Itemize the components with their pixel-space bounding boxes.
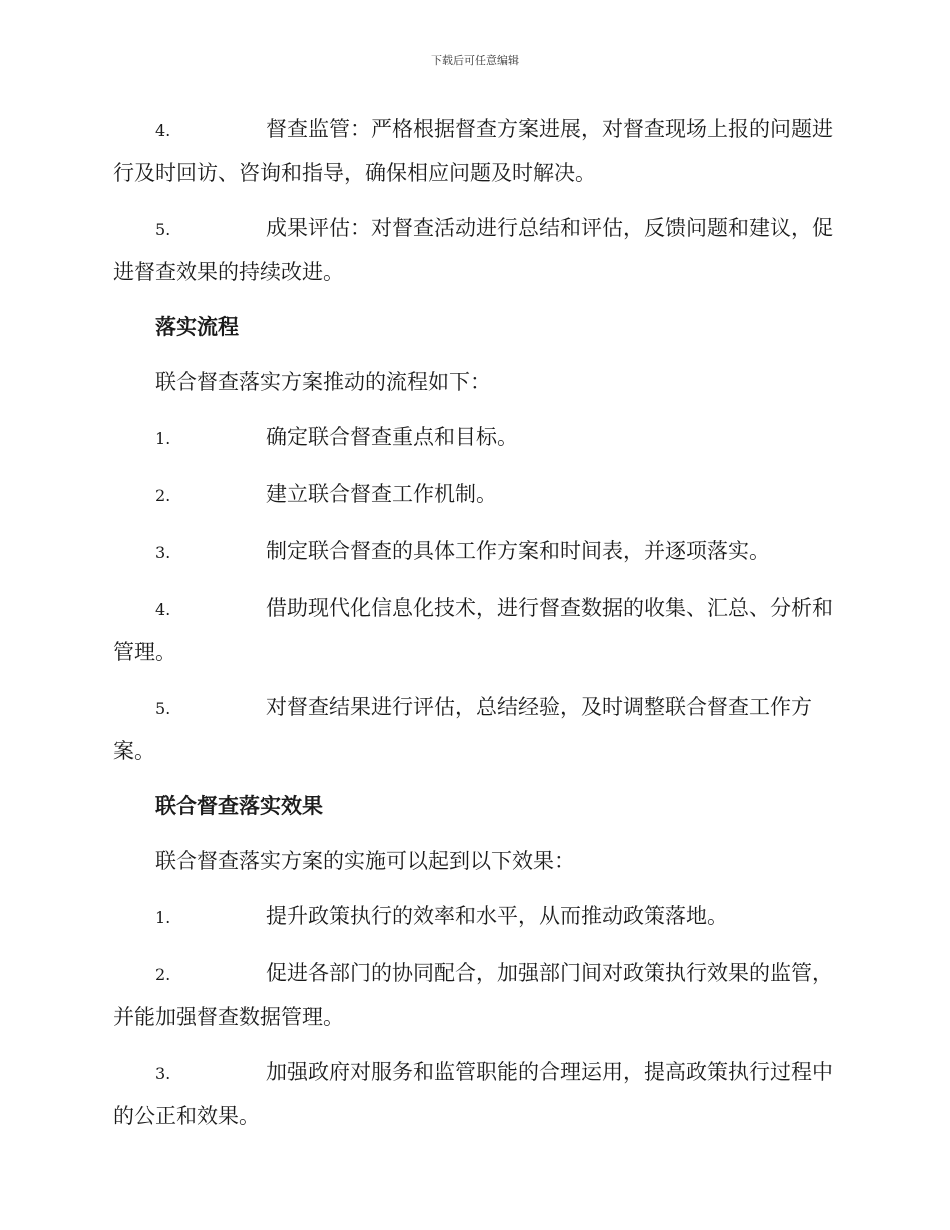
list-text: 制定联合督查的具体工作方案和时间表，并逐项落实。 (266, 539, 770, 563)
list-item (113, 686, 835, 772)
list-text: 确定联合督查重点和目标。 (266, 425, 518, 449)
list-item (113, 108, 835, 194)
list-text: 提升政策执行的效率和水平，从而推动政策落地。 (266, 904, 728, 928)
list-number: 5. (155, 699, 171, 718)
section-heading: 落实流程 (155, 314, 239, 339)
list-item (113, 207, 835, 293)
list-number: 4. (155, 121, 171, 140)
list-number: 5. (155, 220, 171, 239)
list-item (113, 416, 835, 460)
list-number: 1. (155, 908, 171, 927)
list-number: 2. (155, 486, 171, 505)
list-number: 3. (155, 1064, 171, 1083)
list-item (113, 895, 835, 939)
list-number: 2. (155, 965, 171, 984)
page-header: 下载后可任意编辑 (431, 54, 519, 67)
list-text: 借助现代化信息化技术，进行督查数据的收集、汇总、分析和管理。 (113, 596, 833, 664)
section-intro: 联合督查落实方案推动的流程如下： (155, 370, 491, 394)
list-item (113, 587, 835, 673)
list-text: 加强政府对服务和监管职能的合理运用，提高政策执行过程中的公正和效果。 (113, 1060, 833, 1128)
list-number: 3. (155, 543, 171, 562)
list-number: 1. (155, 429, 171, 448)
list-text: 建立联合督查工作机制。 (266, 482, 497, 506)
list-item (113, 952, 835, 1038)
list-item (113, 473, 835, 517)
list-text: 督查监管：严格根据督查方案进展，对督查现场上报的问题进行及时回访、咨询和指导，确保相应问题及时解决。 (113, 117, 833, 185)
section-intro: 联合督查落实方案的实施可以起到以下效果： (155, 849, 575, 873)
document-body (113, 108, 835, 1150)
list-number: 4. (155, 600, 171, 619)
list-text: 对督查结果进行评估，总结经验，及时调整联合督查工作方案。 (113, 695, 812, 763)
list-item (113, 530, 835, 574)
list-text: 促进各部门的协同配合，加强部门间对政策执行效果的监管，并能加强督查数据管理。 (113, 961, 833, 1029)
section-heading: 联合督查落实效果 (155, 793, 323, 818)
list-text: 成果评估：对督查活动进行总结和评估，反馈问题和建议，促进督查效果的持续改进。 (113, 216, 833, 284)
list-item (113, 1051, 835, 1137)
